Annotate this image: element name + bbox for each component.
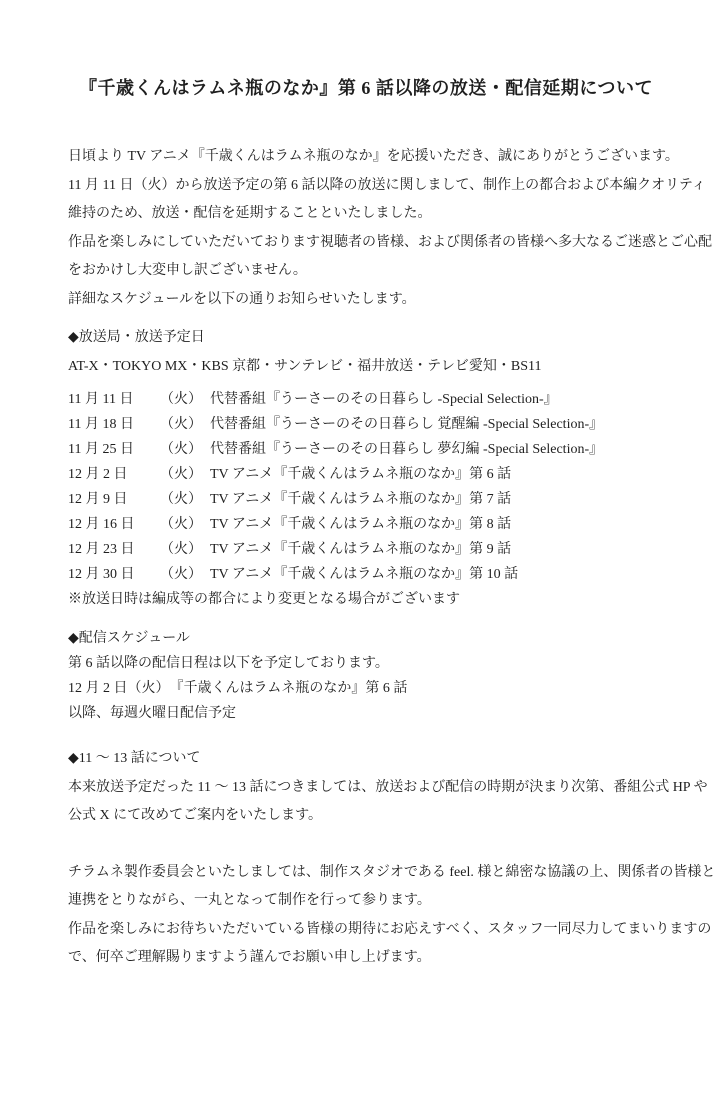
broadcast-section-heading: ◆放送局・放送予定日	[68, 330, 205, 345]
streaming-line: 12 月 2 日（火） 『千歳くんはラムネ瓶のなか』第 6 話	[68, 681, 408, 696]
schedule-date: 11 月 25 日	[68, 442, 134, 457]
intro-paragraph	[68, 143, 712, 314]
schedule-weekday: （火）	[160, 417, 202, 432]
announcement-document	[0, 76, 724, 1100]
schedule-program: TV アニメ『千歳くんはラムネ瓶のなか』第 9 話	[210, 542, 512, 557]
schedule-weekday: （火）	[160, 492, 202, 507]
schedule-date: 11 月 11 日	[68, 392, 134, 407]
schedule-weekday: （火）	[160, 442, 202, 457]
broadcast-schedule-list	[68, 387, 664, 612]
schedule-date: 12 月 16 日	[68, 517, 135, 532]
schedule-date: 12 月 30 日	[68, 567, 135, 582]
schedule-program: 代替番組『うーさーのその日暮らし -Special Selection-』	[210, 392, 558, 407]
schedule-row	[68, 487, 664, 512]
schedule-row	[68, 537, 664, 562]
schedule-date: 11 月 18 日	[68, 417, 134, 432]
schedule-weekday: （火）	[160, 392, 202, 407]
streaming-heading: ◆配信スケジュール	[68, 631, 190, 646]
streaming-line: 以降、毎週火曜日配信予定	[68, 706, 236, 721]
intro-line: 日頃より TV アニメ『千歳くんはラムネ瓶のなか』を応援いただき、誠にありがとうございます。	[68, 149, 679, 164]
episodes-11-13-line: 公式 X にて改めてご案内をいたします。	[68, 808, 322, 823]
schedule-program: TV アニメ『千歳くんはラムネ瓶のなか』第 7 話	[210, 492, 512, 507]
schedule-program: 代替番組『うーさーのその日暮らし 覚醒編 -Special Selection-』	[210, 417, 604, 432]
schedule-weekday: （火）	[160, 517, 202, 532]
schedule-row	[68, 387, 664, 412]
episodes-11-13-heading: ◆11 ～ 13 話について	[68, 751, 201, 766]
intro-line: 作品を楽しみにしていただいております視聴者の皆様、および関係者の皆様へ多大なるご迷惑とご心配	[68, 234, 712, 250]
episodes-11-13-line: 本来放送予定だった 11 ～ 13 話につきましては、放送および配信の時期が決まり次第、番組公式 HP や	[68, 779, 708, 795]
schedule-date: 12 月 23 日	[68, 542, 135, 557]
episodes-11-13-section	[68, 745, 708, 831]
closing-line: チラムネ製作委員会といたしましては、制作スタジオである feel. 様と綿密な協議の上、関係者の皆様と	[68, 864, 716, 880]
schedule-weekday: （火）	[160, 467, 202, 482]
intro-line: 詳細なスケジュールを以下の通りお知らせいたします。	[68, 291, 416, 307]
schedule-weekday: （火）	[160, 542, 202, 557]
streaming-line: 第 6 話以降の配信日程は以下を予定しております。	[68, 656, 389, 671]
closing-line: 作品を楽しみにお待ちいただいている皆様の期待にお応えすべく、スタッフ一同尽力してまいりますの	[68, 921, 712, 937]
streaming-section	[68, 626, 664, 726]
schedule-date: 12 月 9 日	[68, 492, 128, 507]
intro-line: 11 月 11 日（火）から放送予定の第 6 話以降の放送に関しまして、制作上の都合および本編クオリティ	[68, 177, 706, 193]
schedule-program: 代替番組『うーさーのその日暮らし 夢幻編 -Special Selection-』	[210, 442, 604, 457]
closing-line: で、何卒ご理解賜りますよう謹んでお願い申し上げます。	[68, 950, 431, 965]
schedule-row	[68, 562, 664, 587]
intro-line: をおかけし大変申し訳ございません。	[68, 263, 307, 278]
schedule-date: 12 月 2 日	[68, 467, 128, 482]
page-title: 『千歳くんはラムネ瓶のなか』第 6 話以降の放送・配信延期について	[79, 78, 653, 98]
broadcast-stations: AT-X・TOKYO MX・KBS 京都・サンテレビ・福井放送・テレビ愛知・BS11	[68, 358, 542, 374]
closing-paragraph	[68, 859, 716, 973]
schedule-row	[68, 512, 664, 537]
broadcast-note: ※放送日時は編成等の都合により変更となる場合がございます	[68, 592, 460, 607]
closing-line: 連携をとりながら、一丸となって制作を行って参ります。	[68, 893, 431, 908]
schedule-weekday: （火）	[160, 567, 202, 582]
schedule-program: TV アニメ『千歳くんはラムネ瓶のなか』第 10 話	[210, 567, 519, 582]
schedule-row	[68, 462, 664, 487]
schedule-program: TV アニメ『千歳くんはラムネ瓶のなか』第 8 話	[210, 517, 512, 532]
schedule-row	[68, 437, 664, 462]
schedule-program: TV アニメ『千歳くんはラムネ瓶のなか』第 6 話	[210, 467, 512, 482]
schedule-row	[68, 412, 664, 437]
intro-line: 維持のため、放送・配信を延期することといたしました。	[68, 206, 432, 221]
